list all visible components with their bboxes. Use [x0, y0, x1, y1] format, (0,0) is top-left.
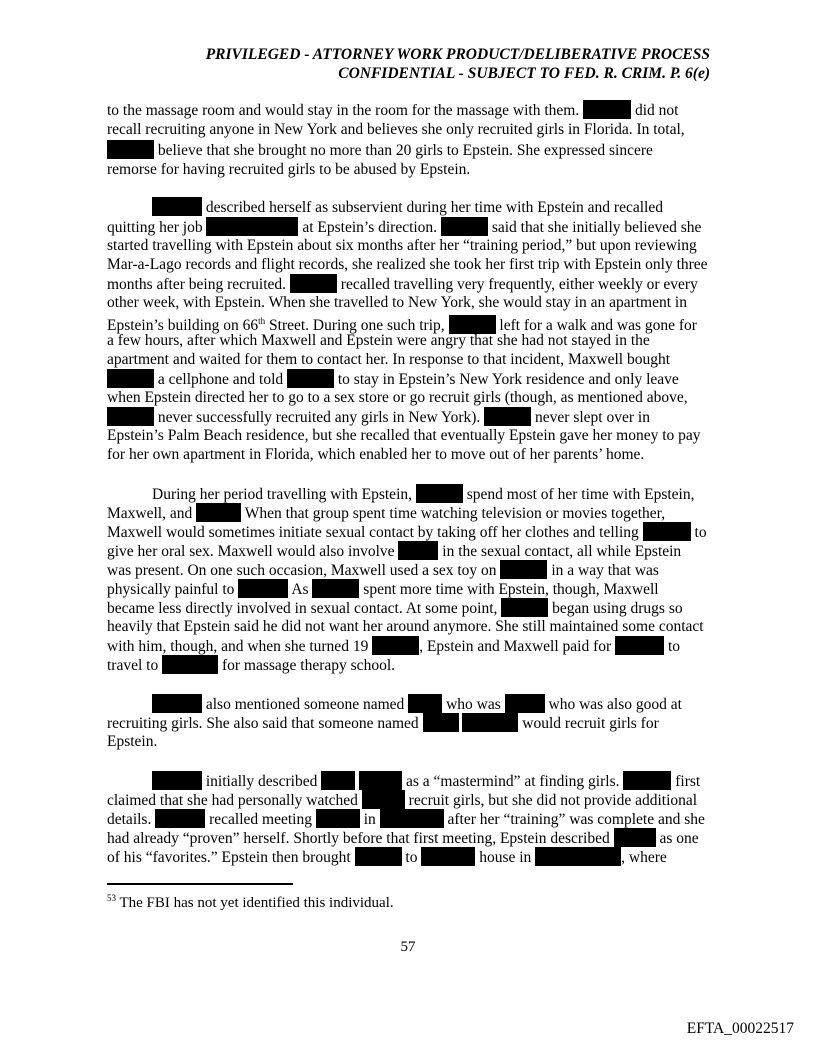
redaction-box — [380, 809, 444, 828]
redaction-box — [107, 140, 154, 159]
redaction-box — [501, 598, 548, 617]
body-line: other week, with Epstein. When she travelled to New York, she would stay in an apartment in — [107, 294, 687, 311]
body-line: of his “favorites.” Epstein then brought to house in , where — [107, 849, 667, 866]
body-line: apartment and waited for them to contact her. In response to that incident, Maxwell bought — [107, 351, 671, 368]
body-line: recruiting girls. She also said that someone named would recruit girls for — [107, 715, 659, 732]
redaction-box — [362, 790, 405, 809]
redaction-box — [408, 694, 442, 713]
body-line: months after being recruited. recalled travelling very frequently, either weekly or every — [107, 276, 698, 293]
body-line: travel to for massage therapy school. — [107, 657, 395, 674]
redaction-box — [500, 560, 547, 579]
redaction-box — [462, 713, 518, 732]
body-line: Epstein. — [107, 733, 158, 750]
body-line: During her period travelling with Epstein, spend most of her time with Epstein, — [152, 486, 695, 503]
redaction-box — [238, 579, 288, 598]
body-line: Epstein’s Palm Beach residence, but she recalled that eventually Epstein gave her money to pay — [107, 427, 701, 444]
redaction-box — [316, 809, 360, 828]
confidential-header-line2: CONFIDENTIAL - SUBJECT TO FED. R. CRIM. P. 6(e) — [338, 65, 710, 82]
body-line: Mar-a-Lago records and flight records, she realized she took her first trip with Epstein only three — [107, 256, 708, 273]
redaction-box — [152, 197, 202, 216]
footnote-number: 53 — [107, 893, 116, 903]
redaction-box — [355, 847, 402, 866]
redaction-box — [615, 636, 664, 655]
redaction-box — [196, 503, 241, 522]
redaction-box — [423, 713, 459, 732]
body-line: was present. On one such occasion, Maxwell used a sex toy on in a way that was — [107, 562, 659, 579]
redaction-box — [287, 369, 334, 388]
redaction-box — [312, 579, 359, 598]
body-line: a few hours, after which Maxwell and Epstein were angry that she had not stayed in the — [107, 332, 650, 349]
footnote — [107, 893, 394, 912]
redaction-box — [398, 541, 438, 560]
redaction-box — [152, 771, 202, 790]
redaction-box — [614, 828, 656, 847]
redaction-box — [372, 636, 419, 655]
redaction-box — [152, 694, 202, 713]
redaction-box — [206, 217, 298, 236]
redaction-box — [535, 847, 621, 866]
redaction-box — [484, 407, 531, 426]
body-line: also mentioned someone named who was who was also good at — [152, 694, 682, 714]
body-line: give her oral sex. Maxwell would also involve in the sexual contact, all while Epstein — [107, 543, 682, 560]
body-line: a cellphone and told to stay in Epstein’s New York residence and only leave — [107, 369, 679, 389]
redaction-box — [155, 809, 205, 828]
body-line: quitting her job at Epstein’s direction. said that she initially believed she — [107, 219, 702, 236]
body-line: became less directly involved in sexual contact. At some point, began using drugs so — [107, 600, 683, 617]
redaction-box — [643, 522, 691, 541]
redaction-box — [421, 847, 475, 866]
redaction-box — [505, 694, 545, 713]
redaction-box — [583, 100, 631, 119]
body-line: claimed that she had personally watched recruit girls, but she did not provide additional — [107, 792, 698, 809]
body-line: remorse for having recruited girls to be abused by Epstein. — [107, 161, 471, 178]
redaction-box — [162, 655, 218, 674]
redaction-box — [321, 771, 355, 790]
footnote-text: The FBI has not yet identified this individual. — [116, 895, 394, 911]
redaction-box — [107, 407, 154, 426]
body-line: Maxwell, and When that group spent time watching television or movies together, — [107, 505, 666, 522]
body-line: details. recalled meeting in after her “training” was complete and she — [107, 811, 705, 828]
body-line: Maxwell would sometimes initiate sexual contact by taking off her clothes and telling to — [107, 524, 707, 541]
body-line: described herself as subservient during her time with Epstein and recalled — [152, 197, 663, 217]
redaction-box — [290, 274, 337, 293]
body-line: to the massage room and would stay in the room for the massage with them. did not — [107, 102, 679, 119]
body-line: initially described as a “mastermind” at finding girls. first — [152, 771, 700, 791]
redaction-box — [107, 369, 154, 388]
privilege-header-line1: PRIVILEGED - ATTORNEY WORK PRODUCT/DELIBERATIVE PROCESS — [205, 46, 710, 63]
body-line: had already “proven” herself. Shortly before that first meeting, Epstein described as one — [107, 830, 699, 847]
document-id: EFTA_00022517 — [686, 1020, 794, 1037]
body-line: started travelling with Epstein about six months after her “training period,” but upon reviewing — [107, 237, 697, 254]
redaction-box — [416, 484, 463, 503]
body-line: physically painful to As spent more time with Epstein, though, Maxwell — [107, 581, 659, 598]
redaction-box — [441, 217, 488, 236]
body-line: never successfully recruited any girls in New York). never slept over in — [107, 407, 650, 427]
redaction-box — [359, 771, 402, 790]
footnote-separator — [107, 883, 293, 885]
page-number: 57 — [400, 939, 416, 955]
redaction-box — [623, 771, 671, 790]
body-line: recall recruiting anyone in New York and believes she only recruited girls in Florida. In total, — [107, 121, 685, 138]
body-line: Epstein’s building on 66th Street. During one such trip, left for a walk and was gone for — [107, 316, 697, 334]
body-line: heavily that Epstein said he did not want her around anymore. She still maintained some contact — [107, 618, 704, 635]
body-line: when Epstein directed her to go to a sex store or go recruit girls (though, as mentioned above, — [107, 389, 688, 406]
body-line: for her own apartment in Florida, which enabled her to move out of her parents’ home. — [107, 446, 645, 463]
body-line: with him, though, and when she turned 19 , Epstein and Maxwell paid for to — [107, 638, 680, 655]
body-line: believe that she brought no more than 20 girls to Epstein. She expressed sincere — [107, 140, 653, 160]
